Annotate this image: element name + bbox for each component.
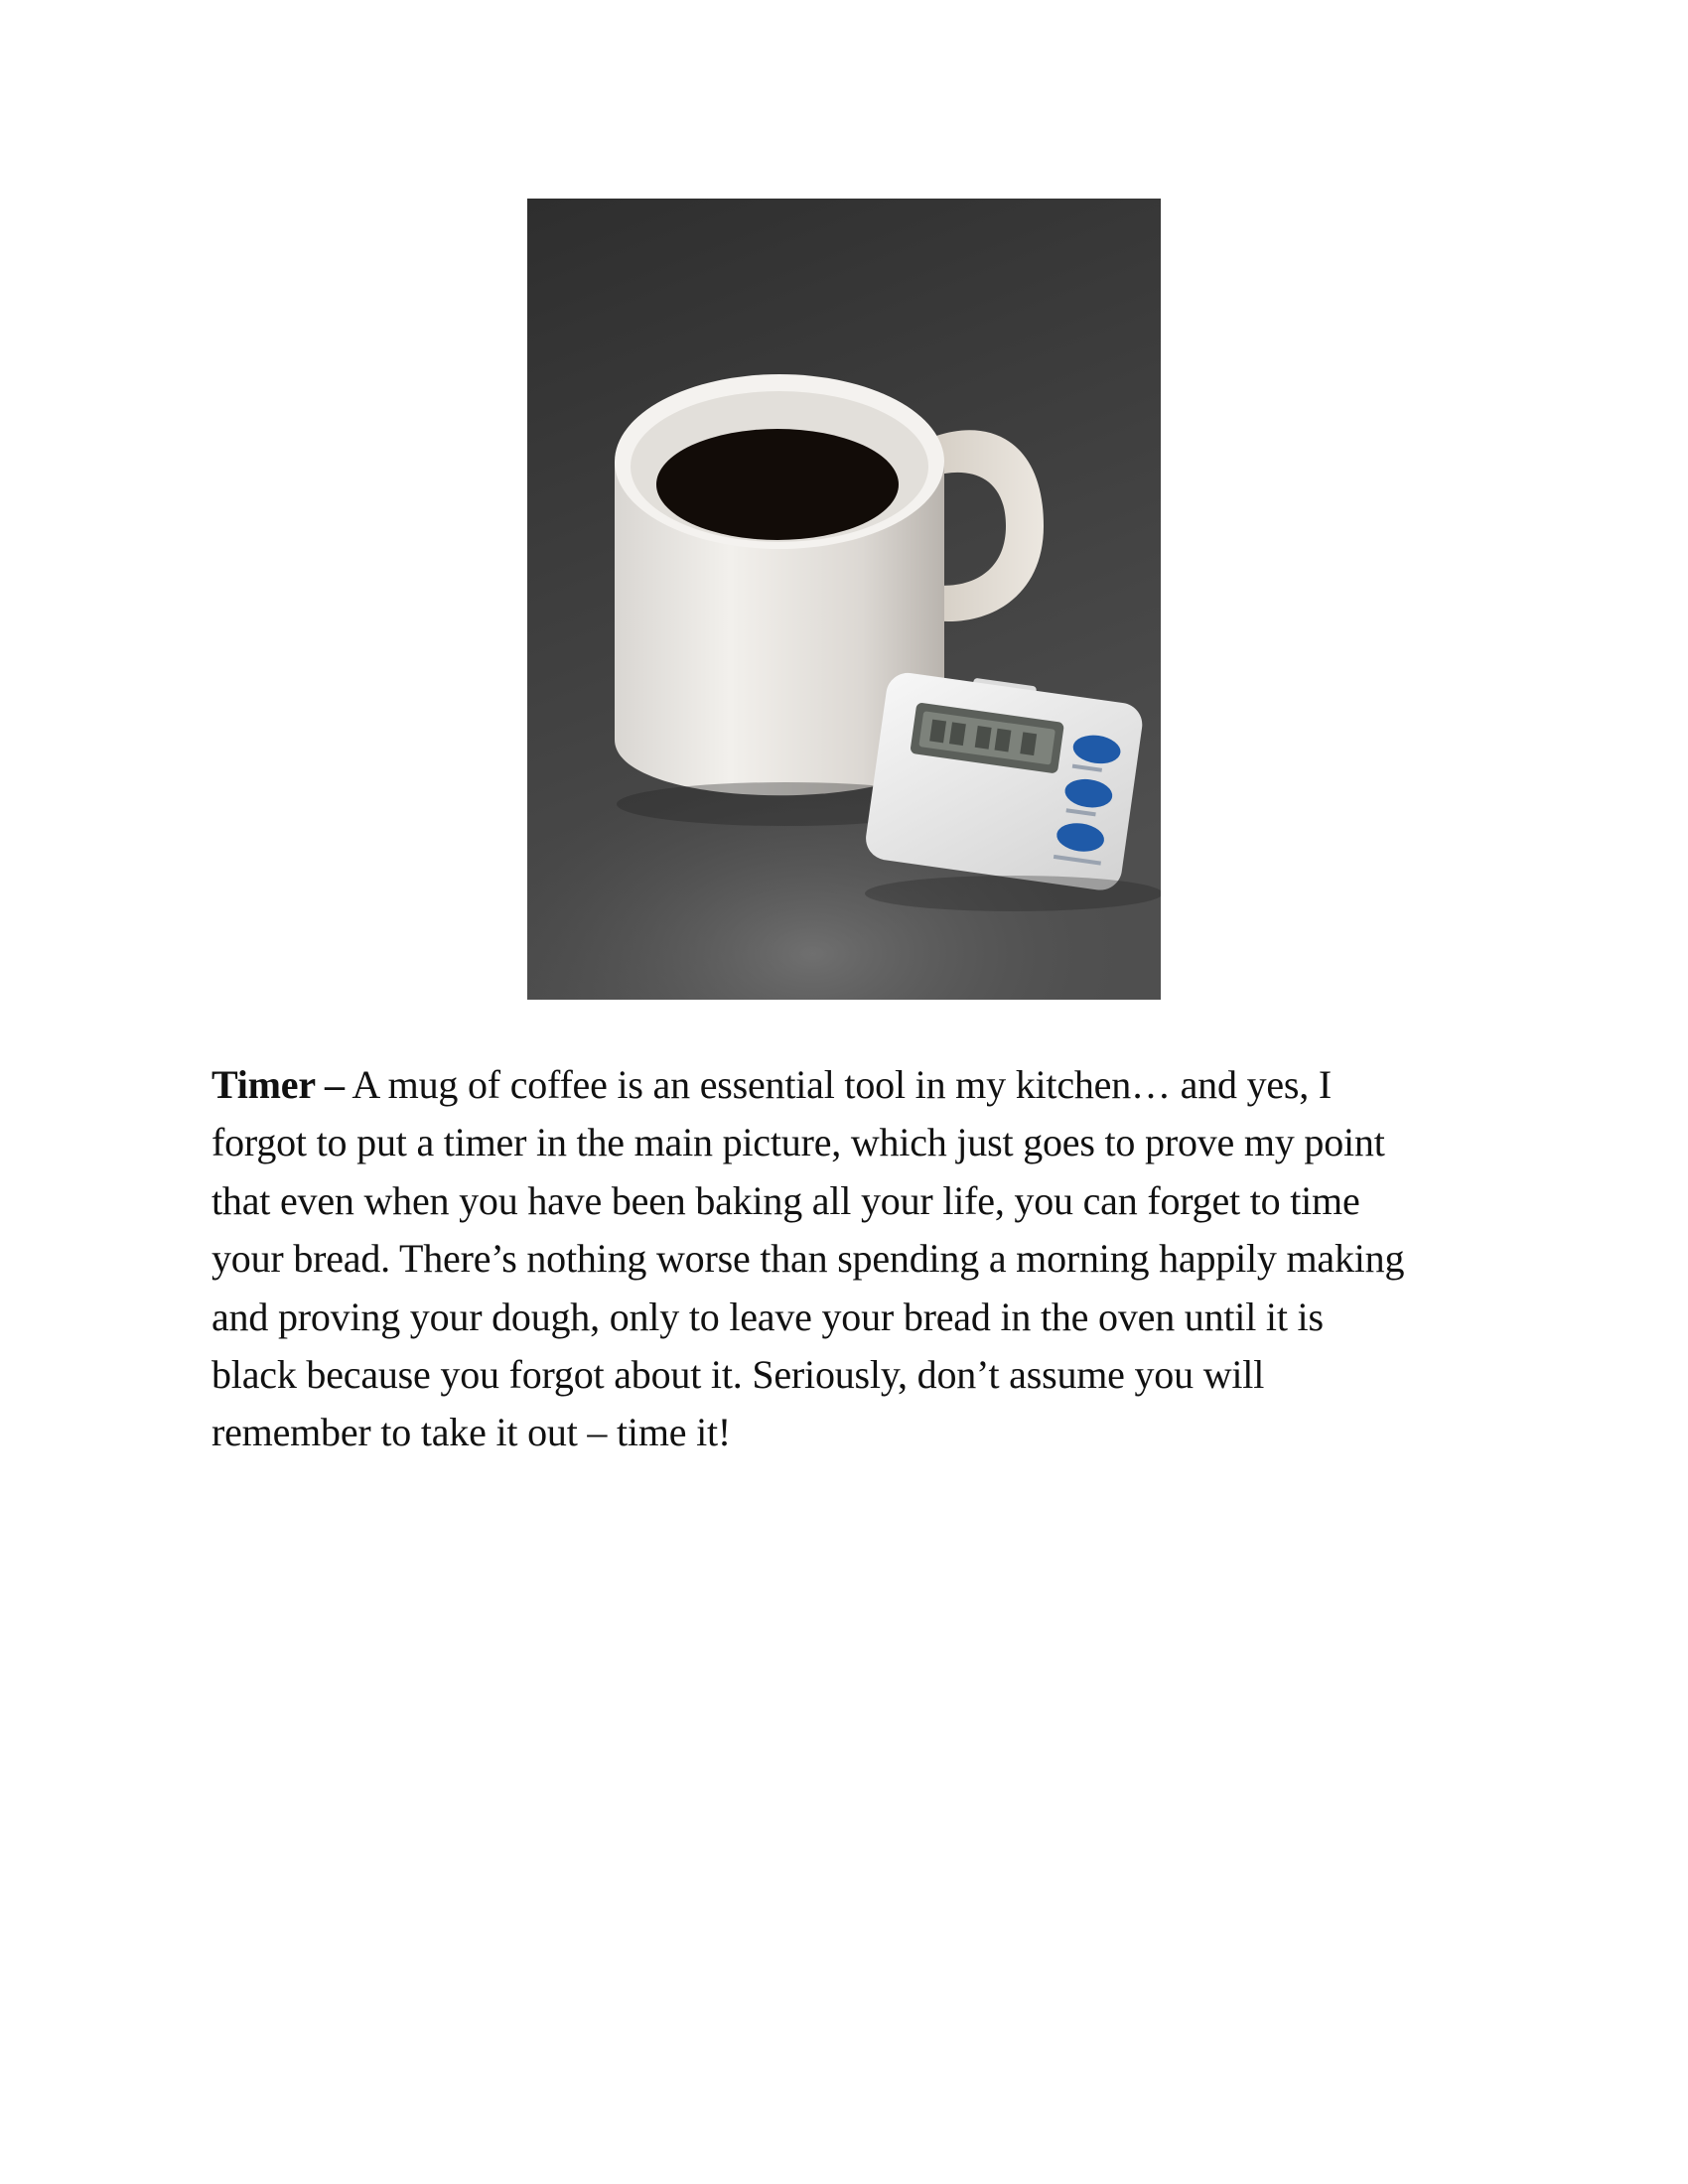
coffee-mug-timer-photo	[527, 199, 1161, 1000]
paragraph-line-5: and proving your dough, only to leave your bread in the oven until it is	[211, 1294, 1324, 1339]
paragraph-line-1: A mug of coffee is an essential tool in my kitchen… and yes, I	[352, 1062, 1333, 1107]
paragraph-line-7: remember to take it out – time it!	[211, 1410, 732, 1455]
paragraph-line-3: that even when you have been baking all your life, you can forget to time	[211, 1177, 1360, 1223]
timer-paragraph	[211, 1056, 1492, 1462]
paragraph-line-2: forgot to put a timer in the main picture, which just goes to prove my point	[211, 1120, 1385, 1165]
term-heading: Timer –	[211, 1062, 345, 1107]
paragraph-line-6: black because you forgot about it. Seriously, don’t assume you will	[211, 1352, 1265, 1398]
paragraph-line-4: your bread. There’s nothing worse than spending a morning happily making	[211, 1236, 1405, 1282]
